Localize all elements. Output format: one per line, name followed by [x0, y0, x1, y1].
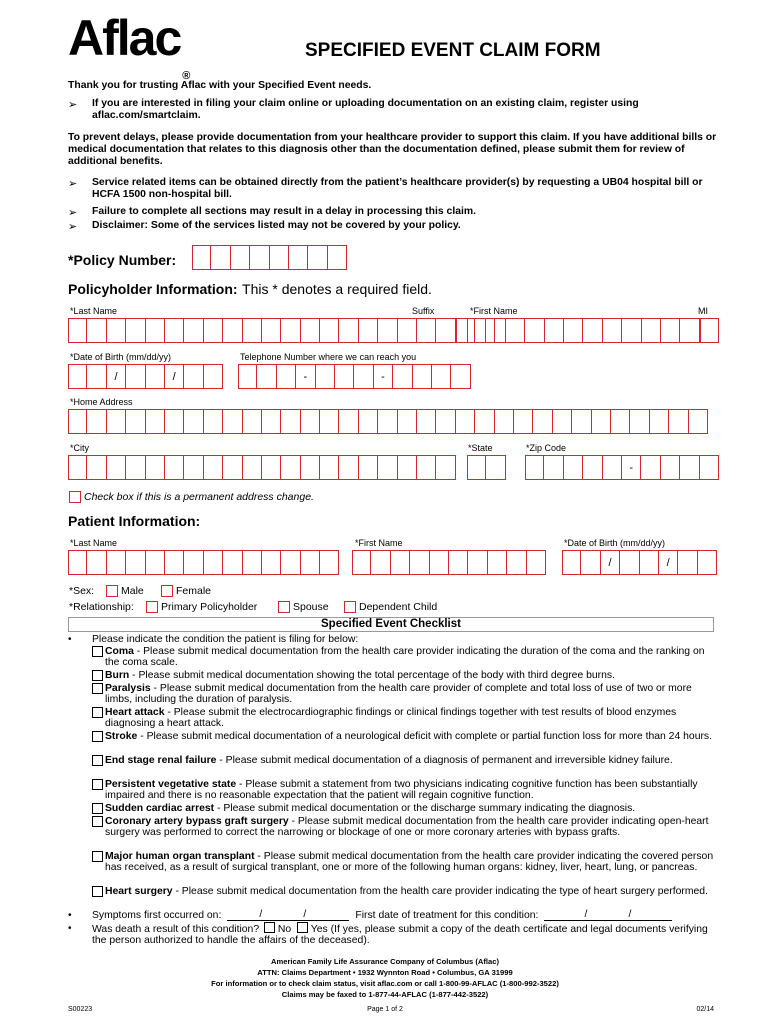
female-checkbox[interactable]	[161, 585, 173, 597]
symptoms-row	[92, 910, 672, 921]
checklist-item-burn: Burn - Please submit medical documentation showing the total percentage of the body with third degree burns.	[92, 670, 714, 681]
first-name-label: *First Name	[470, 306, 518, 316]
last-name-label: *Last Name	[70, 306, 118, 316]
permanent-address-label: Check box if this is a permanent address change.	[84, 491, 314, 503]
suffix-label: Suffix	[412, 306, 435, 316]
mi-label: MI	[698, 306, 708, 316]
phone-label: Telephone Number where we can reach you	[240, 352, 417, 362]
footer-address: ATTN: Claims Department • 1932 Wynnton Road • Columbus, GA 31999	[257, 968, 513, 977]
form-date: 02/14	[696, 1006, 714, 1013]
dependent-child-label: Dependent Child	[359, 601, 438, 613]
checklist-item-bypass-surgery: Coronary artery bypass graft surgery - Please submit medical documentation from the health care provider indicating open-heart surgery was performed to correct the narrowing or blockage of one or more coronary arteries with bypass grafts.	[92, 816, 714, 839]
checklist-item-paralysis: Paralysis - Please submit medical documentation from the health care provider of complete and total loss of use of two or more limbs, including the duration of paralysis.	[92, 683, 714, 706]
checklist-title: Specified Event Checklist	[68, 617, 714, 632]
city-field[interactable]	[68, 455, 456, 480]
death-yes-checkbox[interactable]	[297, 922, 308, 933]
phone-field[interactable]	[238, 364, 471, 389]
home-address-field[interactable]	[68, 409, 708, 434]
symptoms-label: Symptoms first occurred on:	[92, 910, 222, 921]
permanent-address-checkbox[interactable]	[69, 491, 81, 503]
date-separator: /	[584, 909, 588, 920]
state-field[interactable]	[467, 455, 506, 480]
date-separator: /	[303, 909, 307, 920]
female-label: Female	[176, 585, 212, 597]
arrow-bullet: ➢	[68, 207, 78, 219]
patient-dob-label: *Date of Birth (mm/dd/yy)	[564, 538, 666, 548]
date-separator: /	[259, 909, 263, 920]
patient-first-name-label: *First Name	[355, 538, 403, 548]
dob-label: *Date of Birth (mm/dd/yy)	[70, 352, 172, 362]
form-number: S00223	[68, 1006, 93, 1013]
death-question-row	[92, 922, 714, 947]
date-separator: /	[628, 909, 632, 920]
policyholder-heading: Policyholder Information: This * denotes a required field.	[68, 281, 432, 297]
arrow-bullet: ➢	[68, 178, 78, 190]
footer-fax: Claims may be faxed to 1-877-44-AFLAC (1-877-442-3522)	[281, 990, 489, 999]
footer-info: For information or to check claim status, visit aflac.com or call 1-800-99-AFLAC (1-800-992-3522)	[211, 979, 559, 988]
checklist-intro: Please indicate the condition the patient is filing for below:	[92, 634, 359, 645]
date-separator: /	[659, 550, 678, 575]
policy-number-label: *Policy Number:	[68, 252, 177, 268]
symptoms-date-field[interactable]	[227, 911, 349, 921]
home-address-label: *Home Address	[70, 397, 133, 407]
thank-you-text: Thank you for trusting Aflac with your Specified Event needs.	[68, 80, 372, 91]
page-number: Page 1 of 2	[367, 1006, 403, 1013]
date-separator: /	[107, 364, 126, 389]
heart-attack-checkbox[interactable]	[92, 707, 103, 718]
city-label: *City	[70, 443, 90, 453]
primary-policyholder-checkbox[interactable]	[146, 601, 158, 613]
bypass-surgery-checkbox[interactable]	[92, 816, 103, 827]
intro-bullet-3: Disclaimer: Some of the services listed may not be covered by your policy.	[92, 220, 461, 231]
phone-separator: -	[296, 364, 315, 389]
dependent-child-checkbox[interactable]	[344, 601, 356, 613]
form-title: SPECIFIED EVENT CLAIM FORM	[305, 40, 601, 61]
patient-dob-field[interactable]	[562, 550, 717, 575]
checklist-item-vegetative-state: Persistent vegetative state - Please submit a statement from two physicians indicating cognitive function has been substantially impaired and there is no reasonable expectation that the patient will regain cognitive function.	[92, 779, 714, 802]
stroke-checkbox[interactable]	[92, 731, 103, 742]
spouse-label: Spouse	[293, 601, 329, 613]
paralysis-checkbox[interactable]	[92, 683, 103, 694]
vegetative-state-checkbox[interactable]	[92, 779, 103, 790]
checklist-item-heart-attack: Heart attack - Please submit the electrocardiographic findings or clinical findings together with test results of blood enzymes diagnosing a heart attack.	[92, 707, 714, 730]
policyholder-last-name-field[interactable]	[68, 318, 495, 343]
arrow-bullet: ➢	[68, 221, 78, 233]
checklist-item-heart-surgery: Heart surgery - Please submit medical documentation from the health care provider indicating the type of heart surgery performed.	[92, 886, 714, 897]
death-no-checkbox[interactable]	[264, 922, 275, 933]
policyholder-dob-field[interactable]	[68, 364, 223, 389]
date-separator: /	[601, 550, 620, 575]
checklist-item-coma: Coma - Please submit medical documentation from the health care provider indicating the duration of the coma and the ranking on the coma scale.	[92, 646, 714, 669]
state-label: *State	[468, 443, 493, 453]
checklist-item-cardiac-arrest: Sudden cardiac arrest - Please submit medical documentation or the discharge summary indicating the diagnosis.	[92, 803, 714, 814]
burn-checkbox[interactable]	[92, 670, 103, 681]
delays-paragraph: To prevent delays, please provide documentation from your healthcare provider to support this claim. If you have additional bills or medical documentation that relates to this diagnosis other than the documentation defined, please submit them for review of additional benefits.	[68, 132, 717, 167]
death-question-label: Was death a result of this condition?	[92, 924, 260, 935]
relationship-label: *Relationship:	[69, 601, 134, 613]
heart-surgery-checkbox[interactable]	[92, 886, 103, 897]
male-checkbox[interactable]	[106, 585, 118, 597]
aflac-logo: Aflac®	[68, 10, 191, 82]
male-label: Male	[121, 585, 144, 597]
arrow-bullet: ➢	[68, 99, 78, 111]
organ-transplant-checkbox[interactable]	[92, 851, 103, 862]
checklist-item-renal-failure: End stage renal failure - Please submit medical documentation of a diagnosis of permanent and irreversible kidney failure.	[92, 755, 714, 766]
required-note: This * denotes a required field.	[242, 281, 432, 297]
bullet: •	[68, 634, 72, 645]
zip-separator: -	[622, 455, 641, 480]
checklist-item-stroke: Stroke - Please submit medical documentation of a neurological deficit with complete or partial function loss for more than 24 hours.	[92, 731, 714, 742]
sex-row	[69, 585, 211, 597]
intro-bullet-2: Failure to complete all sections may result in a delay in processing this claim.	[92, 206, 477, 217]
death-no-label: No	[277, 924, 292, 935]
patient-last-name-field[interactable]	[68, 550, 339, 575]
policyholder-first-name-field[interactable]	[467, 318, 719, 343]
patient-first-name-field[interactable]	[352, 550, 546, 575]
relationship-row	[69, 601, 437, 613]
patient-last-name-label: *Last Name	[70, 538, 118, 548]
footer-company: American Family Life Assurance Company of Columbus (Aflac)	[270, 957, 499, 966]
zip-field[interactable]	[525, 455, 719, 480]
policy-number-field[interactable]	[192, 245, 347, 270]
patient-heading: Patient Information:	[68, 513, 201, 529]
intro-bullet-1: Service related items can be obtained directly from the patient’s healthcare provider(s) by requesting a UB04 hospital bill or HCFA 1500 non-hospital bill.	[92, 177, 703, 200]
renal-failure-checkbox[interactable]	[92, 755, 103, 766]
bullet: •	[68, 910, 72, 921]
bullet: •	[68, 923, 72, 934]
online-claim-text: If you are interested in filing your claim online or uploading documentation on an existing claim, register using aflac.com/smartclaim.	[92, 98, 639, 121]
first-treatment-label: First date of treatment for this condition:	[355, 910, 539, 921]
zip-label: *Zip Code	[526, 443, 567, 453]
coma-checkbox[interactable]	[92, 646, 103, 657]
primary-policyholder-label: Primary Policyholder	[161, 601, 258, 613]
permanent-address-row	[69, 491, 314, 503]
checklist-item-organ-transplant: Major human organ transplant - Please submit medical documentation from the health care provider indicating the covered person has received, as a result of surgical transplant, one or more of the following human organs: kidney, liver, heart, lung, or pancreas.	[92, 851, 714, 874]
date-separator: /	[165, 364, 184, 389]
sex-label: *Sex:	[69, 585, 95, 597]
phone-separator: -	[374, 364, 393, 389]
death-yes-label: Yes (If yes, please submit a copy of the death certificate and legal documents verifying the person authorized to handle the affairs of the deceased).	[92, 924, 708, 947]
cardiac-arrest-checkbox[interactable]	[92, 803, 103, 814]
spouse-checkbox[interactable]	[278, 601, 290, 613]
first-treatment-date-field[interactable]	[544, 911, 672, 921]
